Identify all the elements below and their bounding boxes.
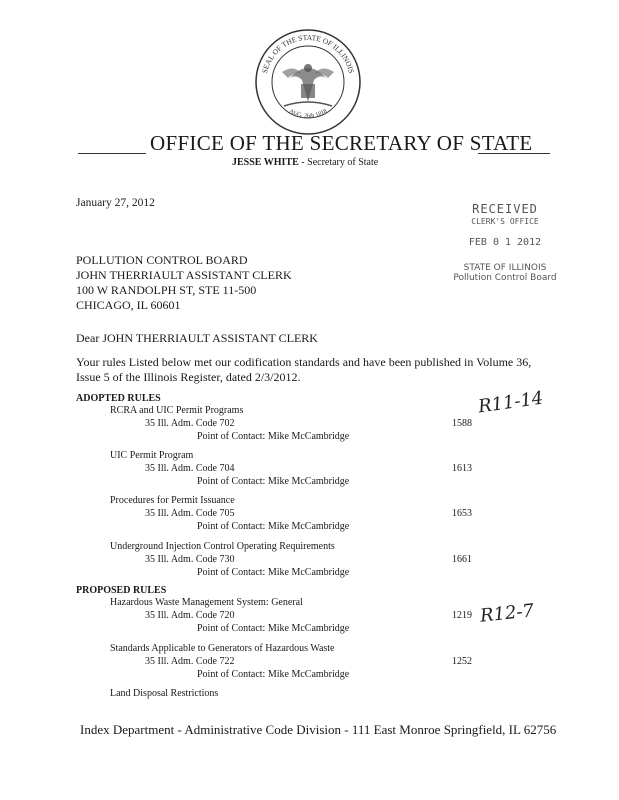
secretary-role: - Secretary of State <box>301 157 379 168</box>
rule-code: 35 Ill. Adm. Code 720 <box>145 610 235 621</box>
page-title: OFFICE OF THE SECRETARY OF STATE <box>150 131 533 155</box>
rule-code: 35 Ill. Adm. Code 730 <box>145 554 235 565</box>
handwritten-note-proposed: R12-7 <box>479 600 535 627</box>
rule-contact: Point of Contact: Mike McCambridge <box>197 521 350 532</box>
seal-text: SEAL OF THE STATE OF ILLINOIS <box>259 32 357 75</box>
rule-name: Underground Injection Control Operating Requirements <box>110 541 335 552</box>
footer-address: Index Department - Administrative Code Division - 111 East Monroe Springfield, IL 62756 <box>80 722 557 737</box>
secretary-name: JESSE WHITE <box>232 157 299 168</box>
rule-name: UIC Permit Program <box>110 450 194 461</box>
rule-contact: Point of Contact: Mike McCambridge <box>197 476 350 487</box>
rule-name: Hazardous Waste Management System: General <box>110 597 303 608</box>
rule-name: Procedures for Permit Issuance <box>110 495 235 506</box>
rule-code: 35 Ill. Adm. Code 722 <box>145 656 235 667</box>
seal-date: AUG. 26th 1818 <box>287 108 329 120</box>
received-stamp <box>440 202 570 283</box>
rule-page: 1653 <box>452 508 472 519</box>
rule-contact: Point of Contact: Mike McCambridge <box>197 669 350 680</box>
rule-code: 35 Ill. Adm. Code 705 <box>145 508 235 519</box>
recipient-line-2: JOHN THERRIAULT ASSISTANT CLERK <box>76 268 292 282</box>
stamp-received: RECEIVED <box>472 202 538 216</box>
svg-text:AUG. 26th 1818 <box>288 109 328 120</box>
adopted-rules-heading: ADOPTED RULES <box>76 393 161 404</box>
recipient-line-4: CHICAGO, IL 60601 <box>76 298 181 312</box>
rule-name-trailing: Land Disposal Restrictions <box>110 688 219 699</box>
title-rule-left <box>78 153 146 154</box>
rule-page: 1252 <box>452 656 472 667</box>
title-rule-right <box>478 153 550 154</box>
rule-page: 1661 <box>452 554 472 565</box>
handwritten-note-adopted: R11-14 <box>476 387 545 418</box>
recipient-line-1: POLLUTION CONTROL BOARD <box>76 253 248 267</box>
rule-page: 1588 <box>452 418 472 429</box>
stamp-state: STATE OF ILLINOIS <box>463 263 547 273</box>
rule-contact: Point of Contact: Mike McCambridge <box>197 431 350 442</box>
salutation: Dear JOHN THERRIAULT ASSISTANT CLERK <box>76 331 318 345</box>
rule-contact: Point of Contact: Mike McCambridge <box>197 623 350 634</box>
rule-page: 1613 <box>452 463 472 474</box>
proposed-rules-heading: PROPOSED RULES <box>76 585 167 596</box>
rule-code: 35 Ill. Adm. Code 702 <box>145 418 235 429</box>
rule-page: 1219 <box>452 610 472 621</box>
stamp-office: CLERK'S OFFICE <box>471 217 539 226</box>
body-line-2: Issue 5 of the Illinois Register, dated 2/3/2012. <box>76 370 301 384</box>
body-line-1: Your rules Listed below met our codification standards and have been published in Volume 36, <box>76 355 532 369</box>
secretary-line <box>232 157 378 168</box>
rule-name: Standards Applicable to Generators of Hazardous Waste <box>110 643 335 654</box>
letter-date: January 27, 2012 <box>76 197 155 209</box>
rule-code: 35 Ill. Adm. Code 704 <box>145 463 235 474</box>
recipient-line-3: 100 W RANDOLPH ST, STE 11-500 <box>76 283 257 297</box>
stamp-board: Pollution Control Board <box>453 273 557 283</box>
rule-contact: Point of Contact: Mike McCambridge <box>197 567 350 578</box>
rule-name: RCRA and UIC Permit Programs <box>110 405 244 416</box>
stamp-date: FEB 0 1 2012 <box>468 237 542 248</box>
state-seal <box>254 28 362 136</box>
